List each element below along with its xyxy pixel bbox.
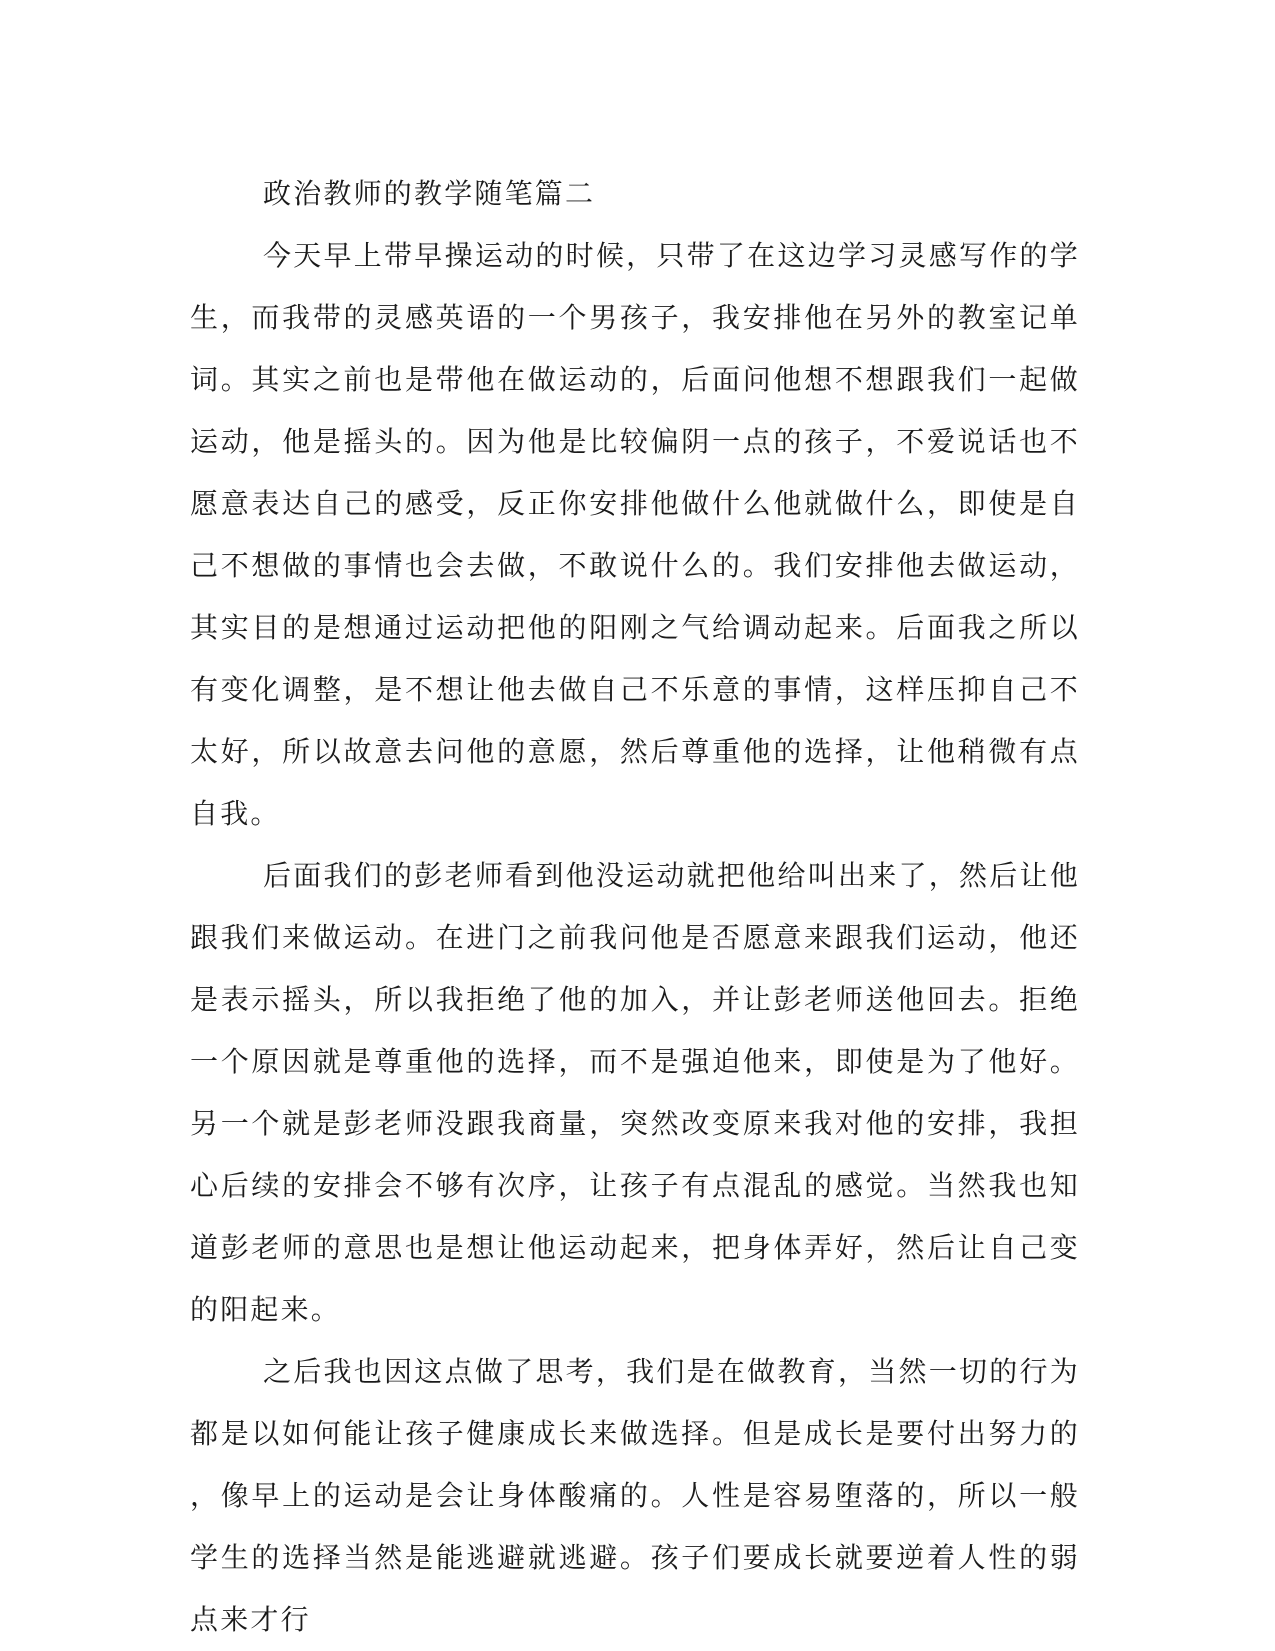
paragraph-2: 后面我们的彭老师看到他没运动就把他给叫出来了，然后让他跟我们来做运动。在进门之前我问他是否愿意来跟我们运动，他还是表示摇头，所以我拒绝了他的加入，并让彭老师送他回去。拒绝一个原因就是尊重他的选择，而不是强迫他来，即使是为了他好。另一个就是彭老师没跟我商量，突然改变原来我对他的安排，我担心后续的安排会不够有次序，让孩子有点混乱的感觉。当然我也知道彭老师的意思也是想让他运动起来，把身体弄好，然后让自己变的阳起来。 <box>190 859 1080 1326</box>
document-title: 政治教师的教学随笔篇二 <box>263 177 596 210</box>
paragraph-1: 今天早上带早操运动的时候，只带了在这边学习灵感写作的学生，而我带的灵感英语的一个男孩子，我安排他在另外的教室记单词。其实之前也是带他在做运动的，后面问他想不想跟我们一起做运动，他是摇头的。因为他是比较偏阴一点的孩子，不爱说话也不愿意表达自己的感受，反正你安排他做什么他就做什么，即使是自己不想做的事情也会去做，不敢说什么的。我们安排他去做运动，其实目的是想通过运动把他的阳刚之气给调动起来。后面我之所以有变化调整，是不想让他去做自己不乐意的事情，这样压抑自己不太好，所以故意去问他的意愿，然后尊重他的选择，让他稍微有点自我。 <box>190 239 1080 830</box>
paragraph-3: 之后我也因这点做了思考，我们是在做教育，当然一切的行为都是以如何能让孩子健康成长来做选择。但是成长是要付出努力的，像早上的运动是会让身体酸痛的。人性是容易堕落的，所以一般学生的选择当然是能逃避就逃避。孩子们要成长就要逆着人性的弱点来才行 <box>190 1355 1080 1636</box>
document-body <box>190 163 1080 1651</box>
